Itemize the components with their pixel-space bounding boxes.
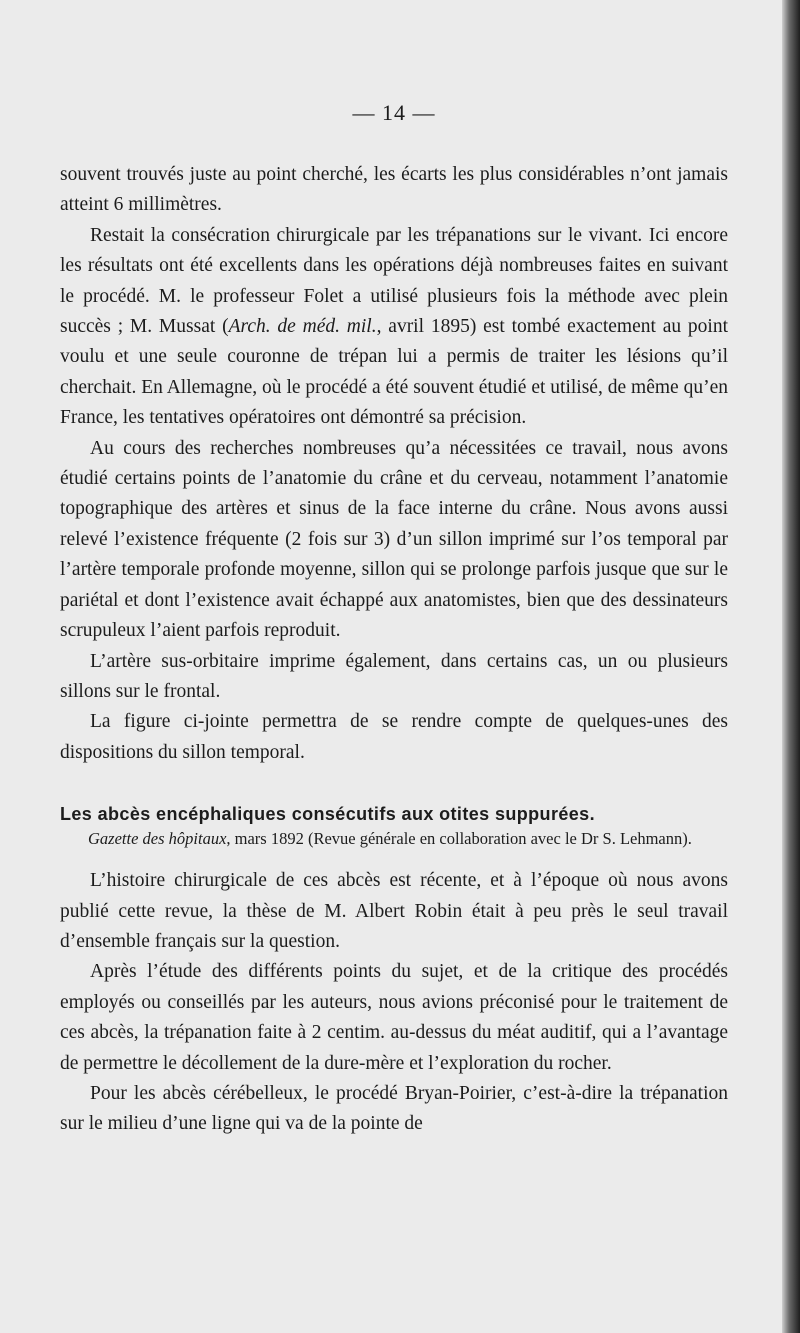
journal-name: Gazette des hôpitaux <box>88 829 227 849</box>
paragraph-1: souvent trouvés juste au point cherché, les écarts les plus considérables n’ont jamais atteint 6 millimètres. <box>60 164 728 216</box>
paragraph-2-continuation: , avril 1895) est tombé exactement au point voulu et une seule couronne de trépan lui a permis de traiter les lésions qu’il cherchait. En Allemagne, où le procédé a été souvent étudié et utilisé, de même qu’en France, les tentatives opératoires ont démontré sa précision. <box>60 316 729 429</box>
page-number: — 14 — <box>352 100 436 125</box>
section-reference <box>60 827 728 850</box>
citation-arch-med-mil: Arch. de méd. mil. <box>228 316 377 338</box>
section-paragraph-3: Pour les abcès cérébelleux, le procédé Bryan-Poirier, c’est-à-dire la trépanation sur le milieu d’une ligne qui va de la pointe de <box>60 1082 728 1135</box>
paragraph-3: Au cours des recherches nombreuses qu’a nécessitées ce travail, nous avons étudié certains points de l’anatomie du crâne et du cerveau, notamment l’anatomie topographique des artères et sinus de la face interne du crâne. Nous avons aussi relevé l’existence fréquente (2 fois sur 3) d’un sillon imprimé sur l’os temporal par l’artère temporale profonde moyenne, sillon qui se prolonge parfois jusque que sur le pariétal et dont l’existence avait échappé aux anatomistes, bien que des dessinateurs scrupuleux l’aient parfois reproduit. <box>60 437 728 642</box>
section-paragraph-2: Après l’étude des différents points du sujet, et de la critique des procédés employés ou conseillés par les auteurs, nous avions préconisé pour le traitement de ces abcès, la trépanation faite à 2 centim. au-dessus du méat auditif, qui a l’avantage de permettre le décollement de la dure-mère et l’exploration du rocher. <box>60 961 728 1074</box>
paragraph-5: La figure ci-jointe permettra de se rendre compte de quelques-unes des dispositions du sillon temporal. <box>60 711 728 763</box>
scan-edge-shadow <box>782 0 800 1333</box>
paragraph-2-text: Restait la consécration chirurgicale par les trépanations sur le vivant. Ici encore les résultats ont été excellents dans les opérations déjà nombreuses faites en suivant le procédé. M. le professeur Folet a utilisé plusieurs fois la méthode avec plein succès ; M. Mussat ( <box>60 224 728 338</box>
paragraph-4: L’artère sus-orbitaire imprime également, dans certains cas, un ou plusieurs sillons sur le frontal. <box>60 650 728 702</box>
paragraph-2 <box>60 221 728 434</box>
section-body <box>60 866 728 1140</box>
page-content <box>60 100 728 1140</box>
reference-details: , mars 1892 (Revue générale en collaboration avec le Dr S. Lehmann). <box>226 829 692 849</box>
section-abces-encephaliques <box>60 801 728 1140</box>
section-paragraph-1: L’histoire chirurgicale de ces abcès est récente, et à l’époque où nous avons publié cette revue, la thèse de M. Albert Robin était à peu près le seul travail d’ensemble français sur la question. <box>60 870 728 952</box>
section-title: Les abcès encéphaliques consécutifs aux otites suppurées. <box>60 804 595 825</box>
